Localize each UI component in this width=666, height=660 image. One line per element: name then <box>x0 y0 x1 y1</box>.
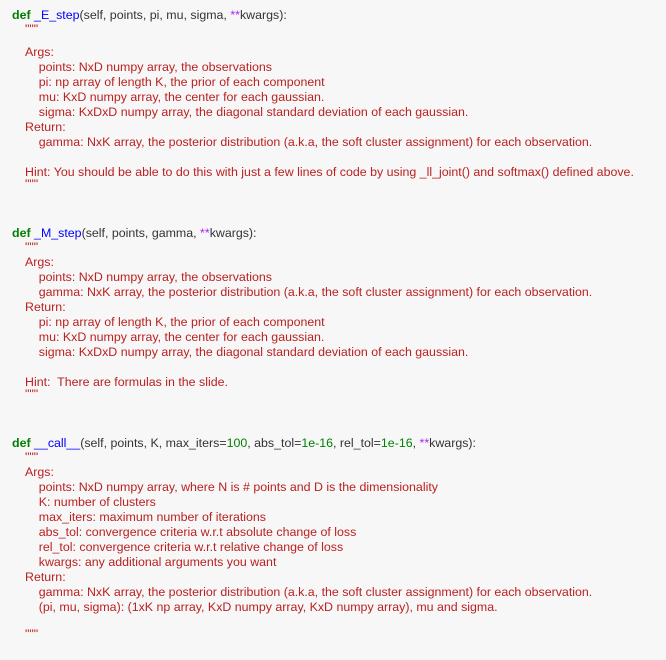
docstring-line: Args: <box>25 465 54 479</box>
def-keyword: def <box>12 226 31 240</box>
docstring-close: """ <box>25 177 39 191</box>
default-value: 100 <box>226 436 248 450</box>
def-keyword: def <box>12 8 31 22</box>
docstring-line: kwargs: any additional arguments you want <box>25 555 277 569</box>
function-name: _E_step <box>34 8 80 22</box>
docstring-line: points: NxD numpy array, the observations <box>25 270 273 284</box>
docstring-line: rel_tol: convergence criteria w.r.t relative change of loss <box>25 540 344 554</box>
docstring-line: K: number of clusters <box>25 495 156 509</box>
docstring-line: pi: np array of length K, the prior of each component <box>25 315 325 329</box>
signature-params: , abs_tol= <box>247 436 302 450</box>
docstring-line: Hint: You should be able to do this with just a few lines of code by using _ll_joint() and softmax() defined above. <box>25 165 634 179</box>
docstring-line: Args: <box>25 255 54 269</box>
kwargs-operator: ** <box>200 226 210 240</box>
signature-params: (self, points, K, max_iters= <box>80 436 227 450</box>
kwargs-operator: ** <box>230 8 240 22</box>
docstring-line: gamma: NxK array, the posterior distribution (a.k.a, the soft cluster assignment) for each observation. <box>25 585 593 599</box>
def-keyword: def <box>12 436 31 450</box>
docstring-line: Return: <box>25 300 66 314</box>
docstring-line: sigma: KxDxD numpy array, the diagonal standard deviation of each gaussian. <box>25 105 469 119</box>
docstring-line: (pi, mu, sigma): (1xK np array, KxD numpy array, KxD numpy array), mu and sigma. <box>25 600 498 614</box>
docstring-line: mu: KxD numpy array, the center for each gaussian. <box>25 330 325 344</box>
default-value: 1e-16 <box>301 436 334 450</box>
docstring-line: gamma: NxK array, the posterior distribution (a.k.a, the soft cluster assignment) for each observation. <box>25 285 593 299</box>
docstring-line: sigma: KxDxD numpy array, the diagonal standard deviation of each gaussian. <box>25 345 469 359</box>
m-step-signature <box>12 226 257 241</box>
signature-params: (self, points, pi, mu, sigma, <box>79 8 231 22</box>
docstring-close: """ <box>25 627 39 641</box>
docstring-line: Args: <box>25 45 54 59</box>
docstring-close: """ <box>25 387 39 401</box>
function-name: __call__ <box>34 436 81 450</box>
docstring-line: Return: <box>25 570 66 584</box>
docstring-line: gamma: NxK array, the posterior distribution (a.k.a, the soft cluster assignment) for each observation. <box>25 135 593 149</box>
signature-params: kwargs): <box>239 8 287 22</box>
call-signature <box>12 436 476 451</box>
docstring-line: mu: KxD numpy array, the center for each gaussian. <box>25 90 325 104</box>
signature-params: (self, points, gamma, <box>81 226 201 240</box>
signature-params: kwargs): <box>429 436 476 450</box>
signature-params: , rel_tol= <box>333 436 381 450</box>
docstring-line: pi: np array of length K, the prior of each component <box>25 75 325 89</box>
function-name: _M_step <box>34 226 82 240</box>
e-step-signature <box>12 8 287 23</box>
docstring-line: points: NxD numpy array, where N is # points and D is the dimensionality <box>25 480 438 494</box>
docstring-open: """ <box>25 450 39 464</box>
signature-params: , <box>412 436 420 450</box>
docstring-line: Hint: There are formulas in the slide. <box>25 375 228 389</box>
docstring-line: abs_tol: convergence criteria w.r.t absolute change of loss <box>25 525 357 539</box>
docstring-open: """ <box>25 240 39 254</box>
kwargs-operator: ** <box>419 436 430 450</box>
docstring-line: Return: <box>25 120 66 134</box>
docstring-line: max_iters: maximum number of iterations <box>25 510 267 524</box>
signature-params: kwargs): <box>209 226 257 240</box>
docstring-open: """ <box>25 22 39 36</box>
docstring-line: points: NxD numpy array, the observations <box>25 60 273 74</box>
default-value: 1e-16 <box>380 436 413 450</box>
